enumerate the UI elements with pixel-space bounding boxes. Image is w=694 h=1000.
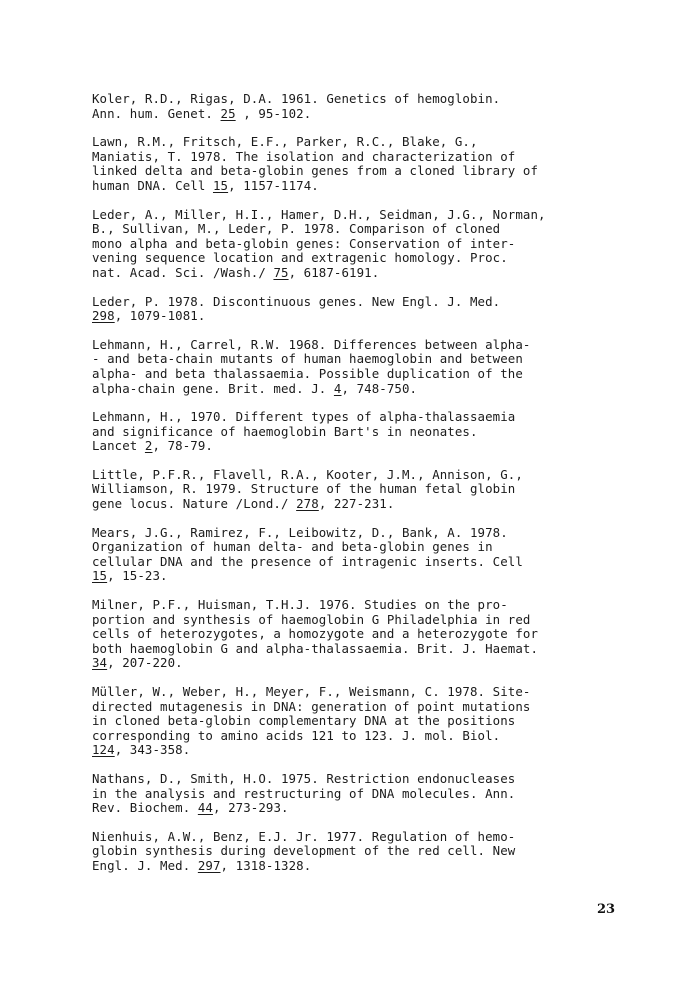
reference-entry: [92, 295, 612, 324]
reference-pages: , 1318-1328.: [220, 857, 312, 873]
reference-entry: [92, 772, 612, 816]
reference-volume: 25: [220, 105, 236, 121]
reference-pages: , 6187-6191.: [288, 264, 380, 280]
reference-entry: [92, 468, 612, 512]
reference-volume: 278: [296, 496, 319, 512]
reference-text: Lawn, R.M., Fritsch, E.F., Parker, R.C., Blake, G., Maniatis, T. 1978. The isolation and characterization of linked delta and beta-globin genes from a cloned library of human DNA. Cell: [92, 134, 539, 193]
reference-volume: 297: [197, 857, 221, 873]
reference-volume: 44: [197, 800, 213, 816]
reference-entry: [92, 338, 612, 396]
reference-volume: 15: [212, 177, 229, 193]
reference-list: [92, 92, 612, 888]
reference-entry: [92, 208, 612, 281]
reference-text: Milner, P.F., Huisman, T.H.J. 1976. Studies on the pro- portion and synthesis of haemoglobin G Philadelphia in red cells of heterozygotes, a homozygote and a heterozygote for both haemoglobin G and alpha-thalassaemia. Brit. J. Haemat.: [92, 597, 539, 656]
reference-text: Mears, J.G., Ramirez, F., Leibowitz, D., Bank, A. 1978. Organization of human delta- and beta-globin genes in cellular DNA and the presence of intragenic inserts. Cell: [92, 524, 523, 569]
reference-volume: 34: [92, 655, 108, 671]
reference-entry: [92, 685, 612, 758]
reference-entry: [92, 598, 612, 671]
reference-text: Müller, W., Weber, H., Meyer, F., Weismann, C. 1978. Site- directed mutagenesis in DNA: generation of point mutations in cloned beta-globin complementary DNA at the positions corresponding to amino acids 121 to 123. J. mol. Biol.: [92, 684, 531, 743]
reference-pages: , 748-750.: [341, 380, 418, 396]
reference-volume: 124: [92, 742, 115, 758]
reference-volume: 2: [144, 438, 153, 454]
reference-volume: 298: [92, 308, 115, 324]
reference-text: Lehmann, H., 1970. Different types of alpha-thalassaemia and significance of haemoglobin Bart's in neonates. Lancet: [92, 409, 516, 454]
reference-pages: , 207-220.: [107, 655, 183, 671]
reference-entry: [92, 830, 612, 874]
reference-volume: 15: [92, 568, 108, 584]
reference-text: Nienhuis, A.W., Benz, E.J. Jr. 1977. Regulation of hemo- globin synthesis during development of the red cell. New Engl. J. Med.: [92, 828, 516, 873]
reference-pages: , 343-358.: [114, 742, 191, 758]
reference-text: Leder, A., Miller, H.I., Hamer, D.H., Seidman, J.G., Norman, B., Sullivan, M., Leder, P. 1978. Comparison of cloned mono alpha and beta-globin genes: Conservation of inter- vening sequence location and extragenic homology. Proc. nat. Acad. Sci. /Wash./: [92, 206, 546, 280]
reference-text: Leder, P. 1978. Discontinuous genes. New Engl. J. Med.: [92, 293, 501, 309]
reference-pages: , 273-293.: [212, 800, 289, 816]
reference-text: Nathans, D., Smith, H.O. 1975. Restriction endonucleases in the analysis and restructuring of DNA molecules. Ann. Rev. Biochem.: [92, 770, 516, 816]
reference-entry: [92, 92, 612, 121]
reference-pages: , 1157-1174.: [228, 177, 319, 193]
reference-volume: 75: [273, 264, 289, 280]
reference-entry: [92, 135, 612, 193]
reference-text: Lehmann, H., Carrel, R.W. 1968. Differences between alpha- - and beta-chain mutants of human haemoglobin and between alpha- and beta thalassaemia. Possible duplication of the alpha-chain gene. Brit. med. J.: [92, 336, 531, 396]
reference-pages: , 15-23.: [107, 568, 168, 584]
page-number: 23: [597, 902, 616, 917]
reference-text: Koler, R.D., Rigas, D.A. 1961. Genetics of hemoglobin. Ann. hum. Genet.: [92, 91, 501, 121]
reference-entry: [92, 526, 612, 584]
reference-entry: [92, 410, 612, 454]
reference-volume: 4: [333, 380, 342, 396]
reference-pages: , 78-79.: [152, 438, 213, 454]
reference-pages: , 1079-1081.: [114, 308, 206, 324]
reference-text: Little, P.F.R., Flavell, R.A., Kooter, J.M., Annison, G., Williamson, R. 1979. Structure of the human fetal globin gene locus. Nature /Lond./: [92, 466, 523, 512]
reference-pages: , 227-231.: [318, 496, 395, 512]
reference-pages: , 95-102.: [235, 105, 312, 121]
